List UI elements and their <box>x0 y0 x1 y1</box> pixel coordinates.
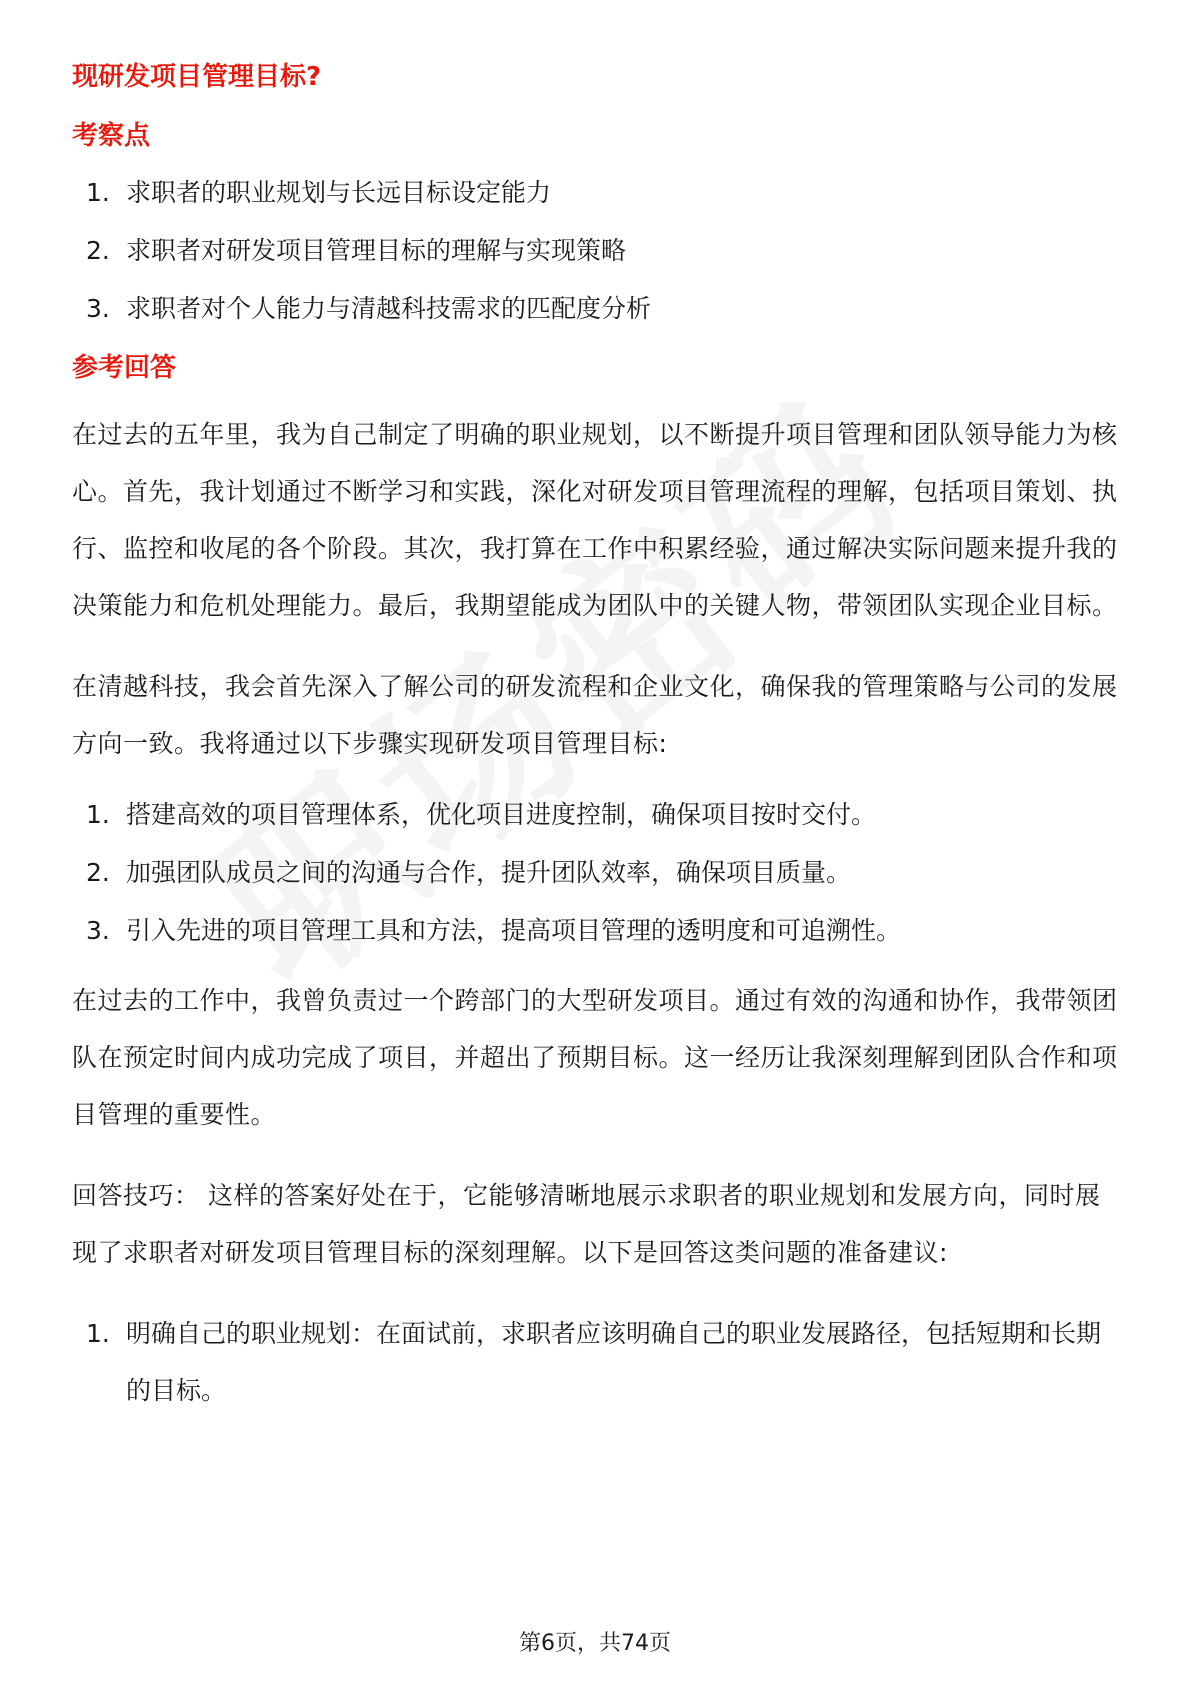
list-item <box>72 912 1122 950</box>
list-number: 3. <box>86 916 110 945</box>
page-content <box>72 52 1122 1419</box>
list-item-text: 明确自己的职业规划：在面试前，求职者应该明确自己的职业发展路径，包括短期和长期的目标。 <box>126 1319 1102 1405</box>
tips-list <box>72 1305 1122 1419</box>
steps-list <box>72 796 1122 950</box>
list-number: 2. <box>86 236 110 265</box>
list-number: 1. <box>86 178 110 207</box>
answer-paragraph: 在过去的工作中，我曾负责过一个跨部门的大型研发项目。通过有效的沟通和协作，我带领团队在预定时间内成功完成了项目，并超出了预期目标。这一经历让我深刻理解到团队合作和项目管理的重要性。 <box>72 986 1118 1129</box>
section-heading-key-points: 考察点 <box>72 121 151 151</box>
list-item-text: 求职者的职业规划与长远目标设定能力 <box>126 178 552 207</box>
list-item <box>72 290 1122 328</box>
page-title: 现研发项目管理目标? <box>72 62 322 92</box>
list-item-text: 求职者对个人能力与清越科技需求的匹配度分析 <box>126 294 652 323</box>
list-item-text: 引入先进的项目管理工具和方法，提高项目管理的透明度和可追溯性。 <box>126 916 902 945</box>
list-number: 2. <box>86 858 110 887</box>
list-item <box>72 232 1122 270</box>
list-number: 3. <box>86 294 110 323</box>
list-number: 1. <box>86 800 110 829</box>
list-number: 1. <box>86 1319 110 1348</box>
page-footer: 第6页，共74页 <box>519 1631 671 1656</box>
list-item <box>72 174 1122 212</box>
list-item-text: 搭建高效的项目管理体系，优化项目进度控制，确保项目按时交付。 <box>126 800 877 829</box>
list-item <box>72 854 1122 892</box>
list-item <box>72 1305 1122 1419</box>
list-item <box>72 796 1122 834</box>
answer-paragraph: 在清越科技，我会首先深入了解公司的研发流程和企业文化，确保我的管理策略与公司的发展方向一致。我将通过以下步骤实现研发项目管理目标: <box>72 672 1118 758</box>
section-heading-reference-answer: 参考回答 <box>72 353 177 383</box>
list-item-text: 求职者对研发项目管理目标的理解与实现策略 <box>126 236 627 265</box>
list-item-text: 加强团队成员之间的沟通与合作，提升团队效率，确保项目质量。 <box>126 858 852 887</box>
key-points-list <box>72 174 1122 328</box>
answer-paragraph: 在过去的五年里，我为自己制定了明确的职业规划，以不断提升项目管理和团队领导能力为核心。首先，我计划通过不断学习和实践，深化对研发项目管理流程的理解，包括项目策划、执行、监控和收尾的各个阶段。其次，我打算在工作中积累经验，通过解决实际问题来提升我的决策能力和危机处理能力。最后，我期望能成为团队中的关键人物，带领团队实现企业目标。 <box>72 420 1118 620</box>
answer-tips-paragraph: 回答技巧： 这样的答案好处在于，它能够清晰地展示求职者的职业规划和发展方向，同时展现了求职者对研发项目管理目标的深刻理解。以下是回答这类问题的准备建议: <box>72 1181 1101 1267</box>
